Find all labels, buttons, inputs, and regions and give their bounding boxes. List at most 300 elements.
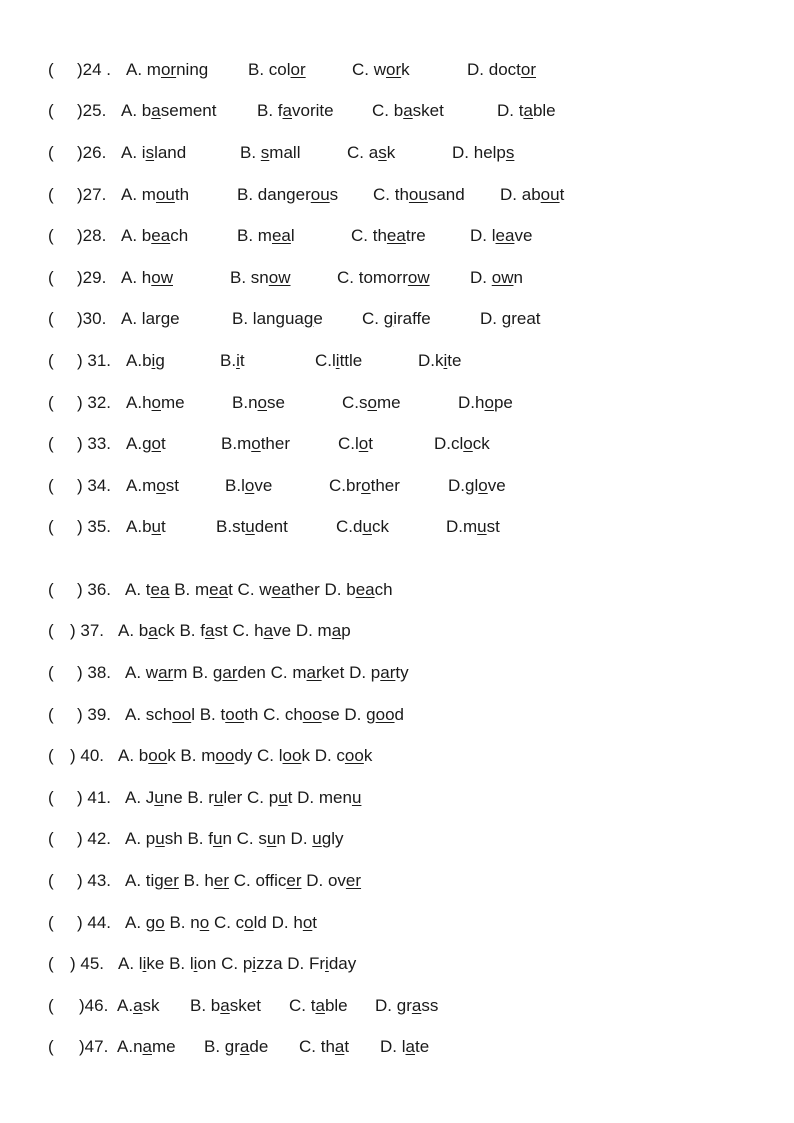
answer-bracket[interactable]: ( (48, 393, 54, 412)
word-part: ch (284, 705, 303, 724)
option-d (380, 1037, 429, 1057)
underlined-letters: s (145, 143, 155, 162)
word-part: h (254, 621, 264, 640)
underlined-letters: g (383, 309, 394, 328)
word-part: m (317, 621, 332, 640)
word-part: n (222, 829, 232, 848)
word-part: d (394, 705, 404, 724)
word-part: l (191, 705, 195, 724)
underlined-letters: i (443, 351, 448, 370)
word-part: ve (487, 476, 506, 495)
option-label: C. (373, 185, 395, 204)
option-b (179, 621, 227, 640)
option-c (232, 621, 291, 640)
option-label: D. (271, 913, 294, 932)
option-a (125, 913, 165, 932)
option-c (329, 476, 400, 496)
underlined-letters: er (163, 871, 179, 890)
answer-bracket[interactable]: ( (48, 788, 54, 807)
word-part: day (328, 954, 357, 973)
underlined-letters: oo (375, 705, 395, 724)
word-part: c (336, 746, 345, 765)
option-label: A. (125, 788, 146, 807)
option-b (225, 476, 272, 496)
option-label: C. (263, 705, 285, 724)
option-label: A. (126, 393, 143, 412)
word-part: b (141, 226, 152, 245)
word-part: reat (511, 309, 541, 328)
word-part: sch (145, 705, 173, 724)
option-d (446, 517, 500, 537)
word-part: langua (252, 309, 304, 328)
option-b (190, 996, 261, 1016)
answer-bracket[interactable]: ( (48, 226, 54, 245)
option-label: D. (349, 663, 371, 682)
word-part: l (332, 351, 336, 370)
answer-bracket[interactable]: ( (48, 268, 54, 287)
word-part: l (278, 746, 283, 765)
answer-bracket[interactable]: ( (48, 60, 54, 79)
option-label: C. (336, 517, 353, 536)
option-d (458, 393, 513, 413)
option-label: C. (315, 351, 332, 370)
word-part: p (268, 788, 279, 807)
word-part: t (220, 705, 226, 724)
word-part: tomorr (358, 268, 408, 287)
underlined-letters: a (523, 101, 533, 120)
answer-bracket[interactable]: ( (48, 476, 54, 495)
option-label: B. (187, 788, 209, 807)
option-d (470, 268, 523, 288)
option-label: D. (295, 621, 318, 640)
underlined-letters: i (252, 954, 257, 973)
option-b (237, 226, 295, 246)
underlined-letters: o (484, 393, 494, 412)
option-label: A. (125, 580, 146, 599)
underlined-letters: ea (150, 580, 170, 599)
underlined-letters: ea (386, 226, 406, 245)
option-label: B. (216, 517, 233, 536)
word-part: t (312, 913, 318, 932)
word-part: h (293, 913, 303, 932)
option-label: A. (125, 871, 146, 890)
word-part: b (138, 621, 149, 640)
option-label: A. (118, 746, 139, 765)
option-label: C. (342, 393, 359, 412)
underlined-letters: er (213, 871, 230, 890)
option-label: D. (324, 580, 347, 599)
question-number: )25. (77, 101, 107, 120)
answer-bracket[interactable]: ( (48, 996, 54, 1015)
word-part: l (290, 226, 295, 245)
underlined-letters: o (367, 393, 377, 412)
question-number: ) 38. (77, 663, 112, 682)
word-part: b (210, 996, 221, 1015)
word-part: f (277, 101, 283, 120)
answer-bracket[interactable]: ( (48, 434, 54, 453)
underlined-letters: a (239, 1037, 250, 1056)
option-b (169, 954, 216, 973)
options-inline (118, 954, 356, 974)
word-part: m (194, 580, 210, 599)
underlined-letters: ow (491, 268, 514, 287)
option-b (216, 517, 288, 537)
underlined-letters: or (520, 60, 536, 79)
word-part: b (141, 101, 152, 120)
word-part: me (161, 393, 185, 412)
option-label: B. (204, 1037, 225, 1056)
option-label: B. (232, 393, 249, 412)
word-part: sket (412, 101, 444, 120)
question-number: )26. (77, 143, 107, 162)
word-part: ab (521, 185, 541, 204)
answer-bracket[interactable]: ( (48, 1037, 54, 1056)
option-label: B. (187, 829, 209, 848)
answer-bracket[interactable]: ( (48, 954, 54, 973)
answer-bracket[interactable]: ( (48, 705, 54, 724)
option-label: A. (121, 309, 142, 328)
underlined-letters: ou (540, 185, 560, 204)
option-a (125, 663, 187, 682)
word-part: ve (254, 476, 273, 495)
word-part: dy (234, 746, 253, 765)
option-a (118, 746, 176, 765)
word-part: g (366, 705, 376, 724)
word-part: tre (405, 226, 426, 245)
underlined-letters: oo (215, 746, 235, 765)
word-part: t (145, 580, 151, 599)
word-part: cl (451, 434, 464, 453)
word-part: tig (145, 871, 164, 890)
underlined-letters: oo (282, 746, 302, 765)
word-part: ve (514, 226, 533, 245)
word-part: gr (224, 1037, 240, 1056)
word-part: th (394, 185, 409, 204)
option-label: C. (232, 621, 255, 640)
option-d (272, 913, 317, 932)
option-c (336, 517, 389, 537)
option-label: D. (452, 143, 474, 162)
underlined-letters: o (244, 913, 254, 932)
option-label: C. (236, 829, 259, 848)
option-b (221, 434, 290, 454)
question-number: )46. (79, 996, 109, 1015)
option-a (126, 517, 166, 537)
word-part: st (165, 476, 179, 495)
word-part: t (344, 1037, 350, 1056)
word-part: men (318, 788, 352, 807)
option-d (315, 746, 373, 765)
word-part: ch (374, 580, 393, 599)
option-label: C. (347, 143, 369, 162)
option-label: A. (125, 829, 146, 848)
word-part: mall (269, 143, 301, 162)
option-d (297, 788, 361, 807)
underlined-letters: ea (209, 580, 229, 599)
underlined-letters: i (335, 351, 340, 370)
underlined-letters: g (501, 309, 512, 328)
underlined-letters: ow (407, 268, 430, 287)
word-part: vorite (292, 101, 334, 120)
underlined-letters: or (160, 60, 177, 79)
word-part: s (258, 829, 267, 848)
underlined-letters: u (362, 517, 372, 536)
answer-bracket[interactable]: ( (48, 309, 54, 328)
word-part: b (142, 517, 152, 536)
option-label: D. (306, 871, 328, 890)
word-part: th (174, 185, 190, 204)
word-part: m (292, 663, 307, 682)
option-label: B. (220, 351, 237, 370)
question-number: )29. (77, 268, 107, 287)
underlined-letters: er (286, 871, 302, 890)
word-part: k (386, 143, 396, 162)
option-b (220, 351, 245, 371)
word-part: th (320, 1037, 335, 1056)
option-label: C. (289, 996, 311, 1015)
option-label: C. (221, 954, 243, 973)
option-b (180, 746, 252, 765)
option-label: C. (213, 913, 236, 932)
word-part: h (204, 871, 214, 890)
underlined-letters: u (351, 788, 362, 807)
underlined-letters: i (193, 954, 198, 973)
option-c (347, 143, 395, 163)
option-a (125, 829, 183, 848)
underlined-letters: u (212, 829, 223, 848)
option-b (169, 913, 209, 932)
underlined-letters: or (386, 60, 402, 79)
option-label: A. (125, 663, 146, 682)
option-b (174, 580, 233, 599)
question-number: ) 37. (70, 621, 105, 640)
question-number: ) 40. (70, 746, 105, 765)
word-part: w (259, 580, 272, 599)
option-label: A. (126, 517, 143, 536)
word-part: g (155, 351, 165, 370)
option-a (117, 1037, 176, 1057)
option-label: B. (199, 705, 221, 724)
answer-bracket[interactable]: ( (48, 101, 54, 120)
answer-bracket[interactable]: ( (48, 143, 54, 162)
word-part: c (235, 913, 245, 932)
answer-bracket[interactable]: ( (48, 829, 54, 848)
question-number: ) 35. (77, 517, 112, 536)
underlined-letters: a (151, 101, 161, 120)
underlined-letters: a (263, 621, 274, 640)
option-label: D. (470, 226, 492, 245)
option-label: D. (497, 101, 519, 120)
word-part: t (287, 788, 293, 807)
option-label: C. (247, 788, 269, 807)
word-part: ve (273, 621, 292, 640)
word-part: ler (223, 788, 243, 807)
word-part: k (167, 746, 176, 765)
underlined-letters: a (148, 621, 158, 640)
answer-bracket[interactable]: ( (48, 621, 54, 640)
option-label: B. (183, 871, 205, 890)
word-part: ther (290, 580, 320, 599)
option-c (362, 309, 431, 329)
word-part: sh (164, 829, 183, 848)
word-part: l (491, 226, 496, 245)
word-part: t (518, 101, 524, 120)
word-part: ld (253, 913, 267, 932)
word-part: m (173, 663, 188, 682)
word-part: m (141, 185, 156, 204)
option-b (187, 788, 242, 807)
word-part: k (401, 60, 410, 79)
word-part: g (212, 663, 223, 682)
word-part: w (145, 663, 159, 682)
option-label: A. (118, 954, 139, 973)
question-number: ) 41. (77, 788, 112, 807)
option-d (291, 829, 344, 848)
options-inline (125, 913, 317, 933)
option-label: A. (121, 101, 142, 120)
option-a (121, 268, 173, 288)
underlined-letters: a (142, 1037, 152, 1056)
word-part: ck (472, 434, 490, 453)
option-label: D. (434, 434, 451, 453)
option-c (342, 393, 401, 413)
word-part: m (201, 746, 216, 765)
question-number: )28. (77, 226, 107, 245)
underlined-letters: a (411, 996, 422, 1015)
word-part: t (228, 580, 233, 599)
option-d (470, 226, 532, 246)
options-inline (125, 871, 361, 891)
word-part: b (142, 351, 152, 370)
option-a (121, 226, 188, 246)
underlined-letters: u (278, 788, 288, 807)
answer-bracket[interactable]: ( (48, 185, 54, 204)
answer-bracket[interactable]: ( (48, 663, 54, 682)
word-part: t (239, 351, 245, 370)
option-b (230, 268, 291, 288)
option-a (126, 476, 179, 496)
option-c (351, 226, 426, 246)
question-number: ) 42. (77, 829, 112, 848)
underlined-letters: o (257, 393, 267, 412)
option-c (263, 705, 340, 724)
word-part: sk (142, 996, 160, 1015)
option-label: D. (458, 393, 475, 412)
answer-bracket[interactable]: ( (48, 913, 54, 932)
word-part: n (133, 1037, 143, 1056)
word-part: k (435, 351, 444, 370)
word-part: f (200, 621, 205, 640)
option-c (372, 101, 444, 121)
underlined-letters: u (477, 517, 487, 536)
word-part: w (373, 60, 387, 79)
word-part: t (310, 996, 316, 1015)
underlined-letters: ea (271, 580, 291, 599)
answer-bracket[interactable]: ( (48, 871, 54, 890)
word-part: gly (321, 829, 344, 848)
word-part: me (152, 1037, 176, 1056)
option-label: B. (221, 434, 238, 453)
option-label: B. (225, 476, 242, 495)
word-part: lar (141, 309, 161, 328)
word-part: danger (257, 185, 311, 204)
option-label: C. (362, 309, 384, 328)
word-part: gr (396, 996, 412, 1015)
underlined-letters: a (220, 996, 230, 1015)
underlined-letters: a (405, 1037, 415, 1056)
word-part: k (301, 746, 310, 765)
underlined-letters: o (151, 434, 161, 453)
word-part: p (341, 621, 351, 640)
underlined-letters: a (331, 621, 342, 640)
option-label: A. (117, 1037, 134, 1056)
option-label: C. (257, 746, 279, 765)
answer-bracket[interactable]: ( (48, 580, 54, 599)
word-part: b (346, 580, 356, 599)
answer-bracket[interactable]: ( (48, 351, 54, 370)
answer-bracket[interactable]: ( (48, 746, 54, 765)
word-part: r (208, 788, 214, 807)
option-b (187, 829, 231, 848)
word-part: help (473, 143, 506, 162)
option-label: B. (169, 954, 190, 973)
option-d (418, 351, 461, 371)
option-label: B. (248, 60, 269, 79)
word-part: t (161, 434, 166, 453)
word-part: st (486, 517, 500, 536)
underlined-letters: o (361, 476, 371, 495)
word-part: br (346, 476, 362, 495)
underlined-letters: a (315, 996, 325, 1015)
question-number: ) 36. (77, 580, 112, 599)
word-part: sement (160, 101, 217, 120)
option-a (121, 143, 186, 163)
option-label: A. (126, 60, 147, 79)
option-d (325, 580, 393, 599)
word-part: f (208, 829, 213, 848)
option-c (315, 351, 362, 371)
option-c (338, 434, 373, 454)
option-label: C. (237, 580, 260, 599)
word-part: ck (157, 621, 175, 640)
option-a (125, 788, 183, 807)
word-part: st (232, 517, 246, 536)
word-part: ch (170, 226, 189, 245)
question-number: ) 31. (77, 351, 112, 370)
option-a (126, 60, 208, 80)
underlined-letters: ou (155, 185, 175, 204)
word-part: p (145, 829, 156, 848)
word-part: Fr (309, 954, 326, 973)
word-part: s (329, 185, 339, 204)
word-part: h (142, 393, 152, 412)
underlined-letters: o (155, 913, 165, 932)
answer-bracket[interactable]: ( (48, 517, 54, 536)
option-d (344, 705, 404, 724)
word-part: e (313, 309, 323, 328)
option-d (349, 663, 409, 682)
underlined-letters: g (160, 309, 171, 328)
word-part: iraffe (393, 309, 431, 328)
option-label: D. (448, 476, 465, 495)
option-label: D. (297, 788, 319, 807)
option-label: C. (352, 60, 374, 79)
underlined-letters: ea (151, 226, 171, 245)
option-c (247, 788, 292, 807)
word-part: n (248, 393, 258, 412)
option-b (204, 1037, 268, 1057)
underlined-letters: u (155, 829, 165, 848)
